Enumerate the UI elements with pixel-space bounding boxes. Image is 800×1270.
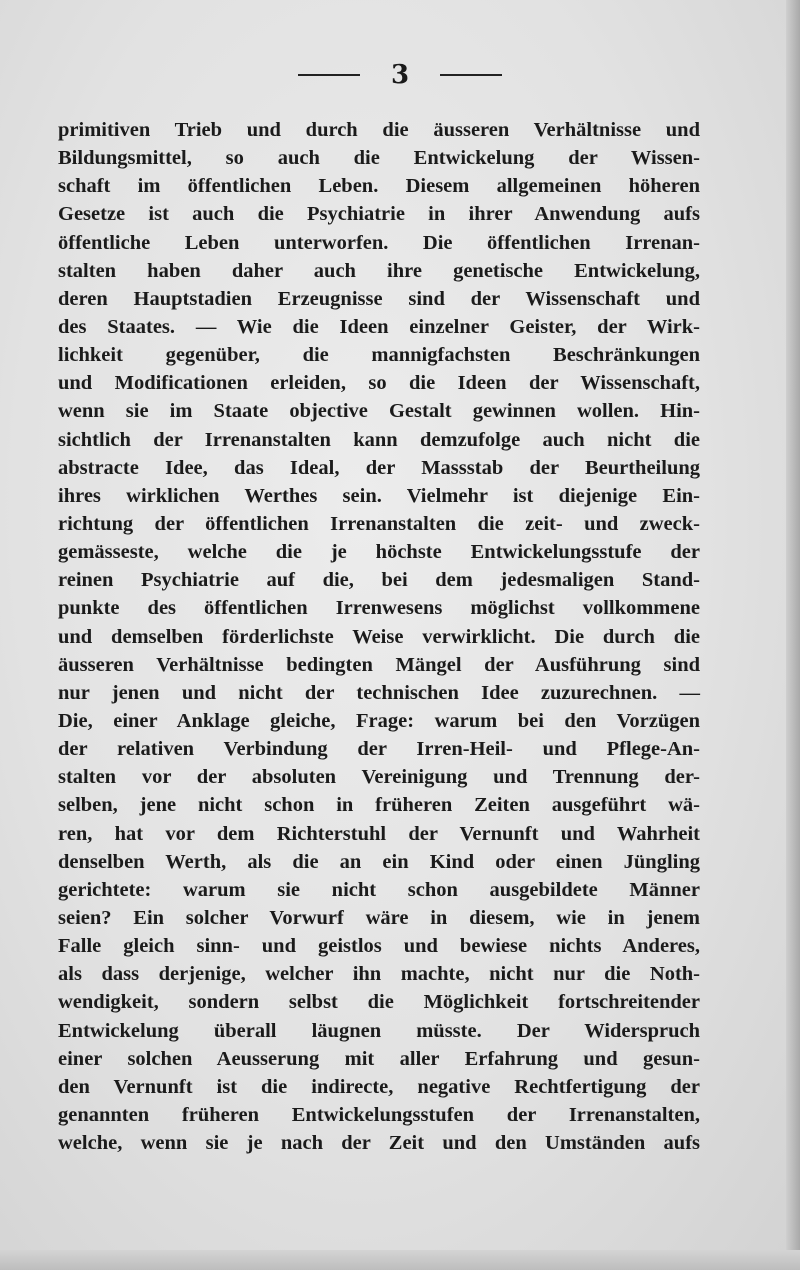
text-line: gerichtete: warum sie nicht schon ausgebildete Männer: [58, 878, 700, 901]
text-line: denselben Werth, als die an ein Kind oder einen Jüngling: [58, 850, 700, 873]
text-line: ren, hat vor dem Richterstuhl der Vernunft und Wahrheit: [58, 822, 700, 845]
header-rule-left: [298, 74, 360, 76]
text-line: und demselben förderlichste Weise verwirklicht. Die durch die: [58, 625, 700, 648]
text-line: einer solchen Aeusserung mit aller Erfahrung und gesun-: [58, 1047, 700, 1070]
text-line: abstracte Idee, das Ideal, der Massstab der Beurtheilung: [58, 456, 700, 479]
text-line: Bildungsmittel, so auch die Entwickelung der Wissen-: [58, 147, 700, 170]
text-line: selben, jene nicht schon in früheren Zeiten ausgeführt wä-: [58, 794, 700, 817]
header-rule-right: [440, 74, 502, 76]
text-line: Falle gleich sinn- und geistlos und bewiese nichts Anderes,: [58, 935, 700, 958]
page-edge-right: [786, 0, 800, 1270]
text-line: deren Hauptstadien Erzeugnisse sind der Wissenschaft und: [58, 287, 700, 310]
body-text: [58, 116, 700, 1157]
page-number: 3: [390, 60, 410, 90]
text-line: stalten haben daher auch ihre genetische Entwickelung,: [58, 259, 700, 282]
text-line: welche, wenn sie je nach der Zeit und den Umständen aufs: [58, 1132, 700, 1155]
text-line: primitiven Trieb und durch die äusseren Verhältnisse und: [58, 119, 700, 141]
text-line: ihres wirklichen Werthes sein. Vielmehr ist diejenige Ein-: [58, 484, 700, 507]
text-line: den Vernunft ist die indirecte, negative Rechtfertigung der: [58, 1075, 700, 1098]
text-line: genannten früheren Entwickelungsstufen der Irrenanstalten,: [58, 1103, 700, 1126]
page-edge-bottom: [0, 1250, 800, 1270]
text-line: Gesetze ist auch die Psychiatrie in ihrer Anwendung aufs: [58, 203, 700, 226]
text-line: der relativen Verbindung der Irren-Heil- und Pflege-An-: [58, 738, 700, 761]
text-line: reinen Psychiatrie auf die, bei dem jedesmaligen Stand-: [58, 569, 700, 592]
text-line: seien? Ein solcher Vorwurf wäre in diesem, wie in jenem: [58, 906, 700, 929]
text-line: richtung der öffentlichen Irrenanstalten die zeit- und zweck-: [58, 512, 700, 535]
text-line: wenn sie im Staate objective Gestalt gewinnen wollen. Hin-: [58, 400, 700, 423]
text-line: als dass derjenige, welcher ihn machte, nicht nur die Noth-: [58, 963, 700, 986]
text-line: des Staates. — Wie die Ideen einzelner Geister, der Wirk-: [58, 315, 700, 338]
text-line: wendigkeit, sondern selbst die Möglichkeit fortschreitender: [58, 991, 700, 1014]
text-line: sichtlich der Irrenanstalten kann demzufolge auch nicht die: [58, 428, 700, 451]
text-line: Entwickelung überall läugnen müsste. Der Widerspruch: [58, 1019, 700, 1042]
text-line: schaft im öffentlichen Leben. Diesem allgemeinen höheren: [58, 175, 700, 198]
text-line: und Modificationen erleiden, so die Ideen der Wissenschaft,: [58, 372, 700, 395]
text-line: punkte des öffentlichen Irrenwesens möglichst vollkommene: [58, 597, 700, 620]
text-line: Die, einer Anklage gleiche, Frage: warum bei den Vorzügen: [58, 709, 700, 732]
text-line: öffentliche Leben unterworfen. Die öffentlichen Irrenan-: [58, 231, 700, 254]
text-line: lichkeit gegenüber, die mannigfachsten Beschränkungen: [58, 344, 700, 367]
text-line: äusseren Verhältnisse bedingten Mängel der Ausführung sind: [58, 653, 700, 676]
text-line: gemässeste, welche die je höchste Entwickelungsstufe der: [58, 541, 700, 564]
page-header: [0, 60, 800, 94]
text-line: nur jenen und nicht der technischen Idee zuzurechnen. —: [58, 681, 700, 704]
text-line: stalten vor der absoluten Vereinigung und Trennung der-: [58, 766, 700, 789]
